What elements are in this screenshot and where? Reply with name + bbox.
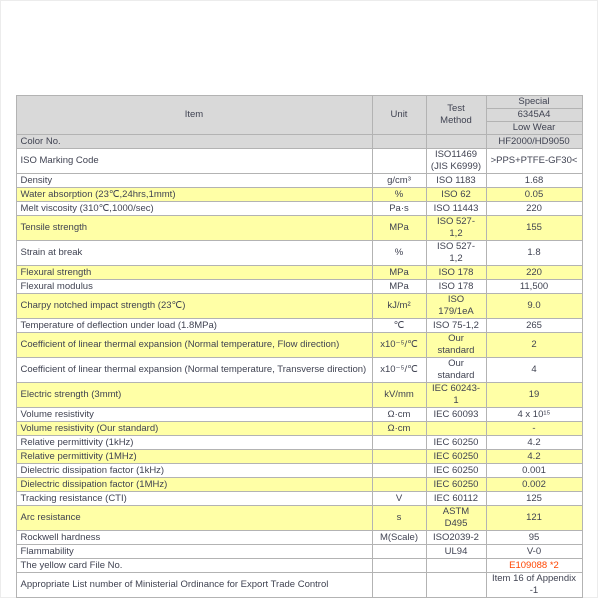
row-value: 9.0 [486, 294, 582, 319]
row-unit: MPa [372, 216, 426, 241]
row-item-label: Appropriate List number of Ministerial Ordinance for Export Trade Control [16, 573, 372, 598]
row-value: 95 [486, 531, 582, 545]
row-test-method: ISO 527-1,2 [426, 216, 486, 241]
row-value: 1.68 [486, 174, 582, 188]
row-item-label: Volume resistivity [16, 408, 372, 422]
row-unit: x10⁻⁵/℃ [372, 358, 426, 383]
col-header-grade: 6345A4 [486, 109, 582, 122]
row-item-label: Electric strength (3mmt) [16, 383, 372, 408]
row-unit: V [372, 492, 426, 506]
table-row [16, 422, 582, 436]
table-row [16, 559, 582, 573]
row-unit: % [372, 241, 426, 266]
row-value: 121 [486, 506, 582, 531]
row-test-method [426, 422, 486, 436]
row-value: 265 [486, 319, 582, 333]
row-test-method: Our standard [426, 358, 486, 383]
row-test-method [426, 573, 486, 598]
row-item-label: Temperature of deflection under load (1.8MPa) [16, 319, 372, 333]
table-row [16, 492, 582, 506]
col-header-special: Special [486, 96, 582, 109]
row-unit: MPa [372, 280, 426, 294]
row-test-method: IEC 60112 [426, 492, 486, 506]
row-value: 4.2 [486, 450, 582, 464]
row-test-method: IEC 60250 [426, 464, 486, 478]
row-value: 0.002 [486, 478, 582, 492]
row-unit [372, 464, 426, 478]
row-item-label: Relative permittivity (1kHz) [16, 436, 372, 450]
row-unit: g/cm³ [372, 174, 426, 188]
row-value: 0.05 [486, 188, 582, 202]
table-row [16, 506, 582, 531]
row-value: 4.2 [486, 436, 582, 450]
row-value: 19 [486, 383, 582, 408]
row-item-label: Flexural strength [16, 266, 372, 280]
row-value: 2 [486, 333, 582, 358]
row-unit: x10⁻⁵/℃ [372, 333, 426, 358]
row-test-method: ASTM D495 [426, 506, 486, 531]
row-unit: Ω·cm [372, 408, 426, 422]
row-unit: % [372, 188, 426, 202]
row-test-method: IEC 60250 [426, 436, 486, 450]
row-test-method: ISO 179/1eA [426, 294, 486, 319]
row-unit: Ω·cm [372, 422, 426, 436]
row-unit [372, 450, 426, 464]
row-value: 4 x 10¹⁵ [486, 408, 582, 422]
row-test-method [426, 559, 486, 573]
col-header-feature: Low Wear [486, 122, 582, 135]
row-item-label: Water absorption (23℃,24hrs,1mmt) [16, 188, 372, 202]
color-no-row [16, 135, 582, 149]
row-test-method: ISO 178 [426, 266, 486, 280]
row-value: 155 [486, 216, 582, 241]
row-item-label: ISO Marking Code [16, 149, 372, 174]
row-value: Item 16 of Appendix -1 [486, 573, 582, 598]
row-test-method: ISO 527-1,2 [426, 241, 486, 266]
row-test-method: IEC 60093 [426, 408, 486, 422]
row-unit: ℃ [372, 319, 426, 333]
table-body [16, 135, 582, 598]
col-header-test-method: Test Method [426, 96, 486, 135]
row-test-method: UL94 [426, 545, 486, 559]
row-test-method: ISO 1183 [426, 174, 486, 188]
table-row [16, 531, 582, 545]
row-unit [372, 573, 426, 598]
table-row [16, 478, 582, 492]
row-item-label: Coefficient of linear thermal expansion (Normal temperature, Transverse direction) [16, 358, 372, 383]
row-test-method: ISO 75-1,2 [426, 319, 486, 333]
row-value: 1.8 [486, 241, 582, 266]
row-item-label: Melt viscosity (310℃,1000/sec) [16, 202, 372, 216]
color-no-label: Color No. [16, 135, 372, 149]
material-property-table [16, 95, 583, 598]
table-row [16, 241, 582, 266]
row-unit: M(Scale) [372, 531, 426, 545]
col-header-item: Item [16, 96, 372, 135]
row-value: E109088 *2 [486, 559, 582, 573]
table-row [16, 333, 582, 358]
row-item-label: Tensile strength [16, 216, 372, 241]
row-test-method: IEC 60250 [426, 450, 486, 464]
row-value: 0.001 [486, 464, 582, 478]
table-row [16, 464, 582, 478]
table-row [16, 149, 582, 174]
table-row [16, 573, 582, 598]
table-row [16, 188, 582, 202]
row-item-label: Charpy notched impact strength (23℃) [16, 294, 372, 319]
table-row [16, 319, 582, 333]
table-row [16, 280, 582, 294]
row-test-method: ISO11469 (JIS K6999) [426, 149, 486, 174]
row-test-method: ISO 11443 [426, 202, 486, 216]
row-unit [372, 436, 426, 450]
row-value: 4 [486, 358, 582, 383]
row-item-label: Coefficient of linear thermal expansion (Normal temperature, Flow direction) [16, 333, 372, 358]
row-unit: MPa [372, 266, 426, 280]
table-row [16, 436, 582, 450]
row-item-label: The yellow card File No. [16, 559, 372, 573]
row-test-method: IEC 60243-1 [426, 383, 486, 408]
table-row [16, 408, 582, 422]
row-unit [372, 545, 426, 559]
row-unit: kJ/m² [372, 294, 426, 319]
row-unit [372, 559, 426, 573]
table-row [16, 450, 582, 464]
row-unit [372, 478, 426, 492]
row-value: 11,500 [486, 280, 582, 294]
row-item-label: Density [16, 174, 372, 188]
row-test-method: ISO 62 [426, 188, 486, 202]
row-item-label: Volume resistivity (Our standard) [16, 422, 372, 436]
table-row [16, 358, 582, 383]
row-value: >PPS+PTFE-GF30< [486, 149, 582, 174]
color-no-value: HF2000/HD9050 [486, 135, 582, 149]
row-value: V-0 [486, 545, 582, 559]
row-unit: s [372, 506, 426, 531]
row-item-label: Dielectric dissipation factor (1MHz) [16, 478, 372, 492]
row-value: 125 [486, 492, 582, 506]
table-row [16, 383, 582, 408]
table-row [16, 202, 582, 216]
row-item-label: Tracking resistance (CTI) [16, 492, 372, 506]
row-test-method: ISO 178 [426, 280, 486, 294]
row-item-label: Flammability [16, 545, 372, 559]
row-value: 220 [486, 266, 582, 280]
row-unit: Pa·s [372, 202, 426, 216]
col-header-unit: Unit [372, 96, 426, 135]
row-test-method: ISO2039-2 [426, 531, 486, 545]
row-item-label: Dielectric dissipation factor (1kHz) [16, 464, 372, 478]
row-test-method: IEC 60250 [426, 478, 486, 492]
row-unit [372, 149, 426, 174]
table-row [16, 216, 582, 241]
row-item-label: Flexural modulus [16, 280, 372, 294]
row-value: - [486, 422, 582, 436]
table-row [16, 545, 582, 559]
row-unit: kV/mm [372, 383, 426, 408]
color-no-unit [372, 135, 426, 149]
row-item-label: Arc resistance [16, 506, 372, 531]
row-test-method: Our standard [426, 333, 486, 358]
row-item-label: Strain at break [16, 241, 372, 266]
table-row [16, 266, 582, 280]
table-row [16, 174, 582, 188]
table-row [16, 294, 582, 319]
row-value: 220 [486, 202, 582, 216]
color-no-method [426, 135, 486, 149]
row-item-label: Relative permittivity (1MHz) [16, 450, 372, 464]
row-item-label: Rockwell hardness [16, 531, 372, 545]
